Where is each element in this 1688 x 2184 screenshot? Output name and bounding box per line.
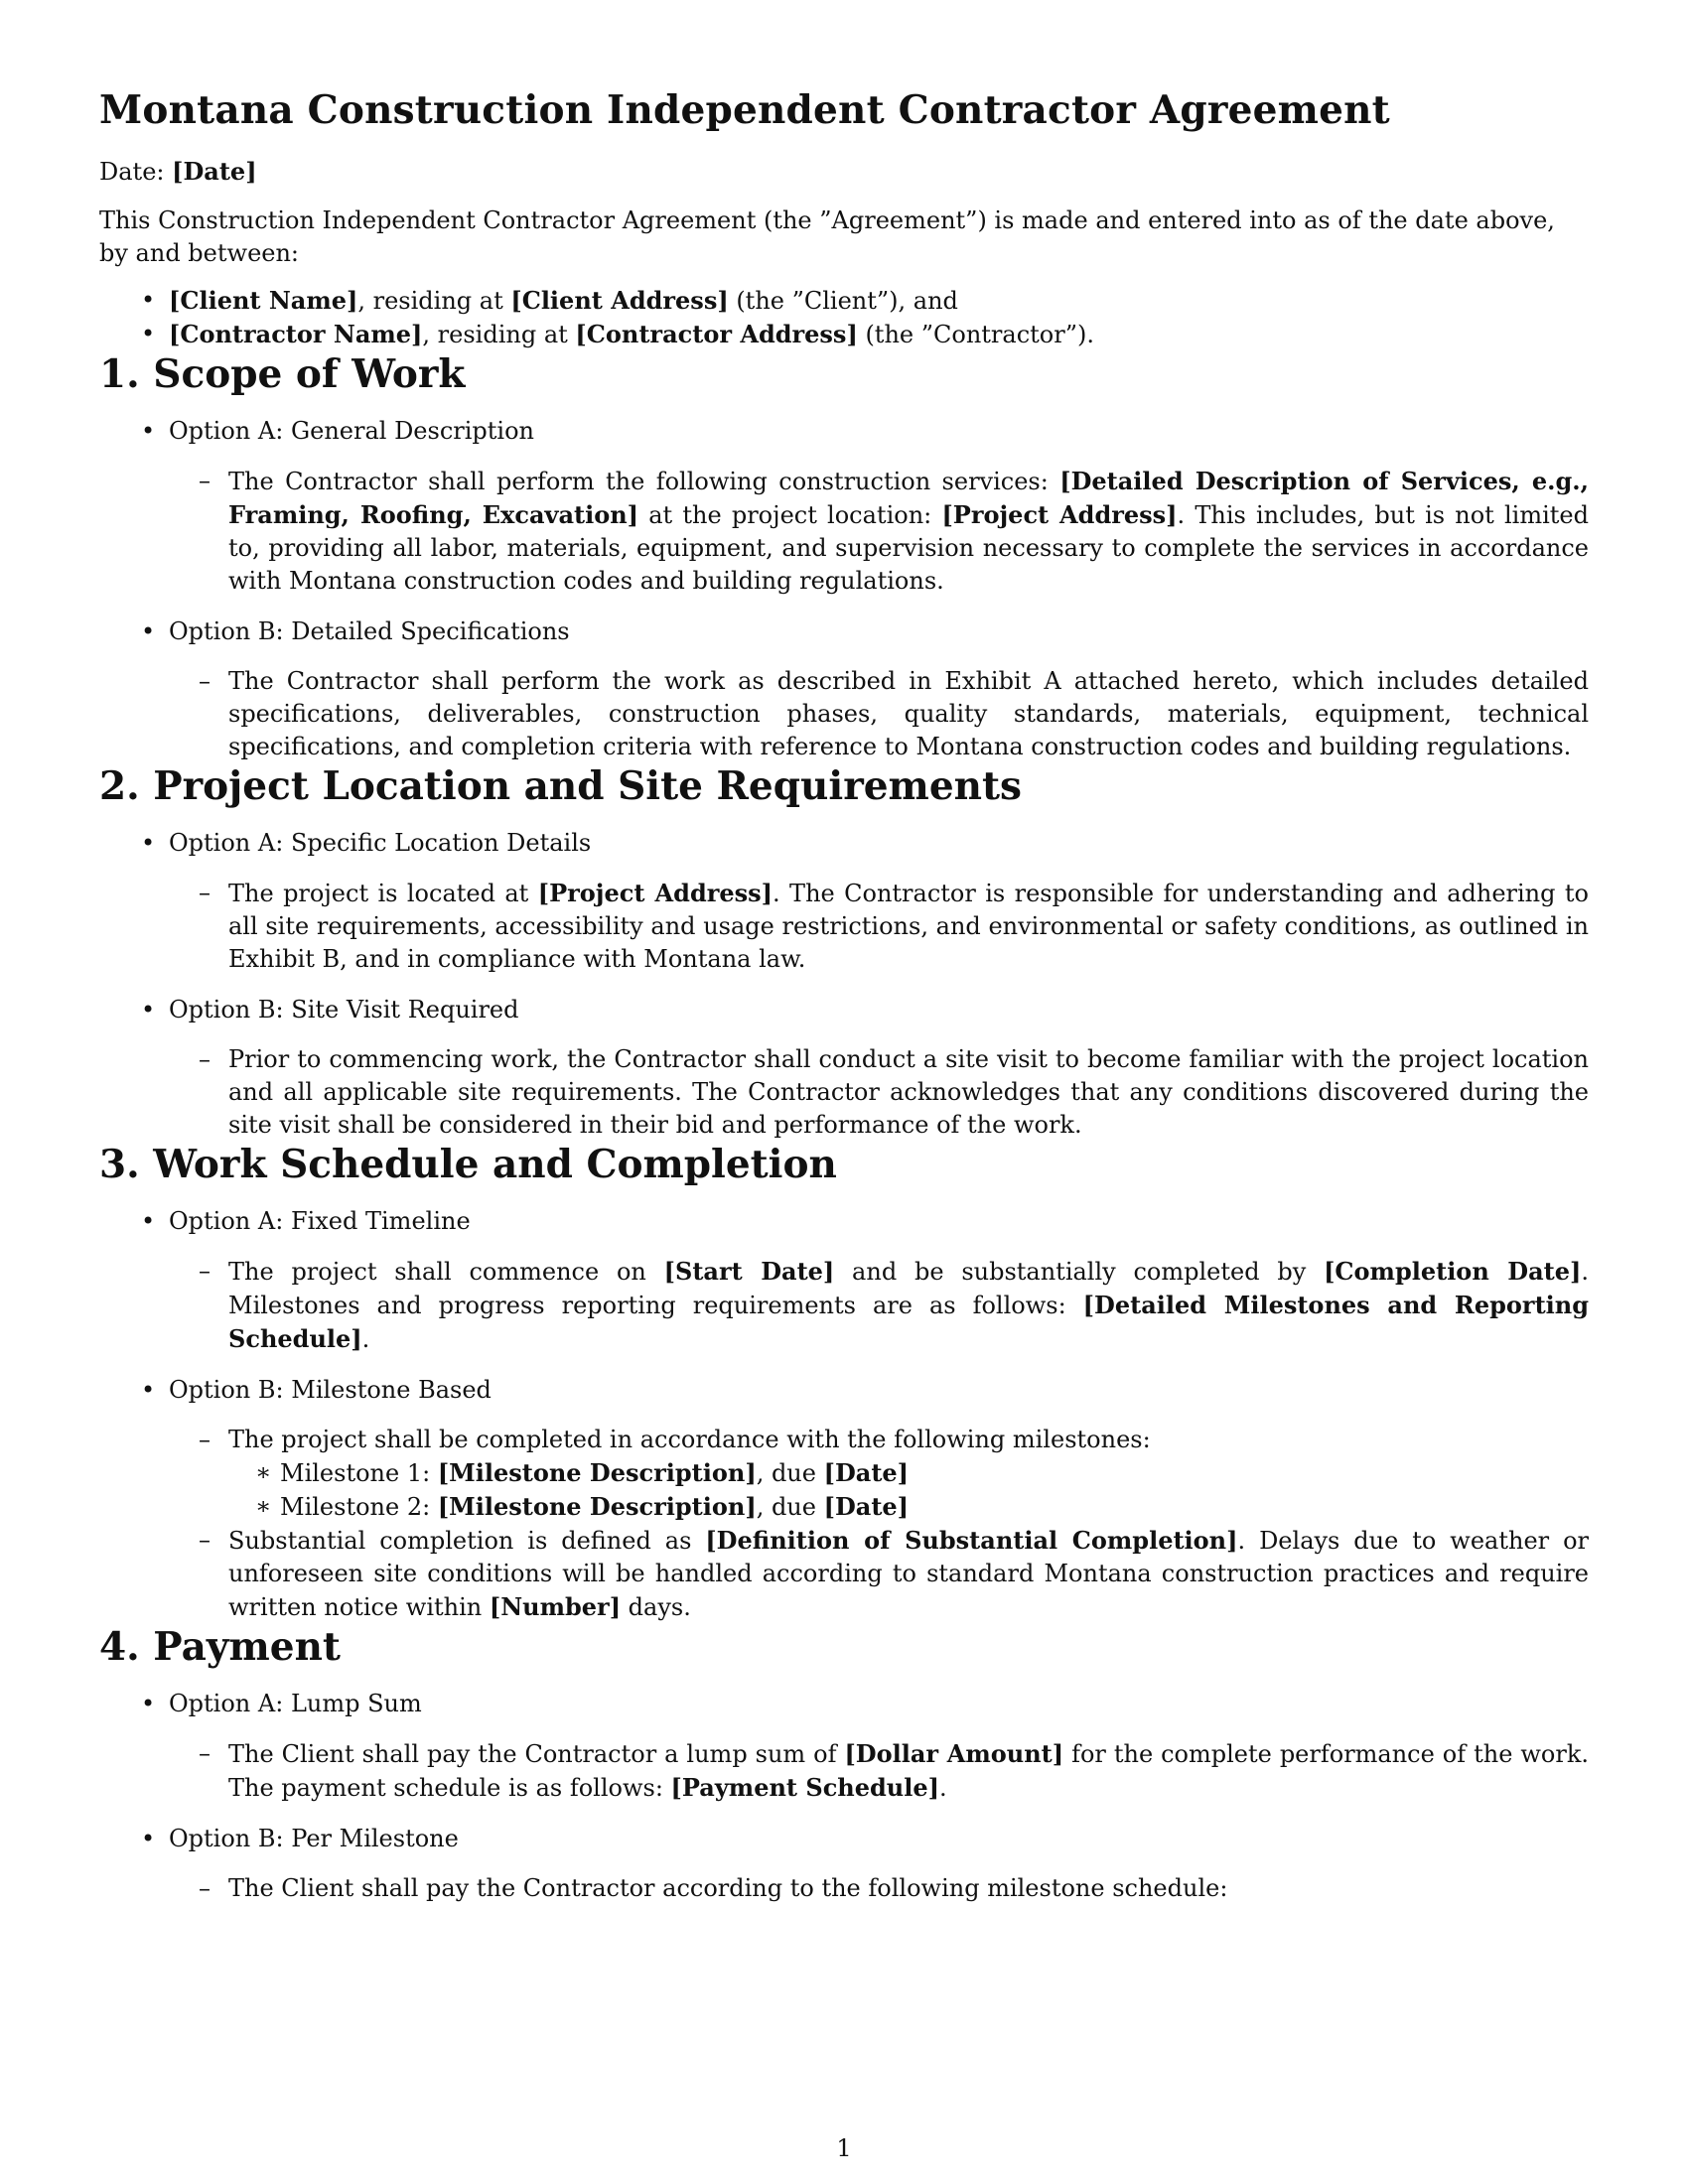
clause-text: , due	[756, 1459, 824, 1487]
party-text: (the ”Client”), and	[728, 287, 958, 315]
party-client	[99, 284, 1589, 318]
page-number: 1	[836, 2134, 852, 2162]
clause-text: for the complete performance of the work. The payment schedule is as follows:	[228, 1740, 1589, 1802]
section-heading-payment: 4. Payment	[99, 1624, 341, 1670]
option-b-text: – The Client shall pay the Contractor according to the following milestone schedule:	[99, 1872, 1589, 1905]
project-address-placeholder: [Project Address]	[537, 879, 774, 907]
parties-list	[99, 284, 1589, 351]
option-a-label: • Option A: General Description	[99, 415, 1589, 448]
date-placeholder: [Date]	[823, 1458, 910, 1487]
clause-text: The Contractor shall perform the following construction services:	[228, 468, 1060, 495]
option-b-text: – The Contractor shall perform the work as described in Exhibit A attached hereto, which includes detailed specifications, deliverables, construction phases, quality standards, materials, equipment, technical specifications, and completion criteria with reference to Montana construction codes and building regulations.	[99, 665, 1589, 763]
party-contractor	[99, 318, 1589, 351]
payment-schedule-placeholder: [Payment Schedule]	[670, 1773, 939, 1802]
dollar-amount-placeholder: [Dollar Amount]	[844, 1739, 1064, 1768]
option-a-text	[99, 1737, 1589, 1805]
option-a-label: • Option A: Fixed Timeline	[99, 1205, 1589, 1238]
clause-text: Substantial completion is defined as	[228, 1527, 706, 1555]
clause-text: at the project location:	[638, 501, 942, 529]
completion-date-placeholder: [Completion Date]	[1324, 1257, 1582, 1286]
section-heading-scope: 1. Scope of Work	[99, 351, 466, 397]
clause-text: .	[939, 1774, 947, 1802]
clause-text: The project shall commence on	[228, 1258, 664, 1286]
completion-definition-placeholder: [Definition of Substantial Completion]	[705, 1526, 1238, 1555]
clause-text: Milestone 1:	[280, 1459, 438, 1487]
document-page	[99, 87, 1589, 1905]
option-a-text	[99, 877, 1589, 976]
date-line	[99, 155, 1589, 189]
clause-text: The project is located at	[228, 880, 538, 907]
option-b-text: – The project shall be completed in accordance with the following milestones:	[99, 1424, 1589, 1456]
date-placeholder: [Date]	[823, 1492, 910, 1521]
client-address-placeholder: [Client Address]	[510, 286, 729, 315]
intro-paragraph: This Construction Independent Contractor Agreement (the ”Agreement”) is made and entered into as of the date above, by and between:	[99, 206, 1555, 267]
milestone-item	[99, 1456, 1589, 1490]
clause-text: days.	[621, 1593, 691, 1621]
clause-text: . Delays due to weather or unforeseen site conditions will be handled according to standard Montana construction practices and require written notice within	[228, 1527, 1589, 1621]
clause-text: . Milestones and progress reporting requirements are as follows:	[228, 1258, 1589, 1319]
number-placeholder: [Number]	[489, 1592, 622, 1621]
party-text: , residing at	[422, 321, 576, 348]
document-title: Montana Construction Independent Contractor Agreement	[99, 87, 1390, 133]
option-a-text	[99, 465, 1589, 598]
clause-text: . The Contractor is responsible for understanding and adhering to all site requirements, accessibility and usage restrictions, and environmental or safety conditions, as outlined in Exhibit B, and in compliance with Montana law.	[228, 880, 1589, 973]
clause-text: , due	[756, 1493, 824, 1521]
option-a-text	[99, 1255, 1589, 1356]
milestones-placeholder: [Detailed Milestones and Reporting Schedule]	[228, 1291, 1589, 1353]
clause-text: Milestone 2:	[280, 1493, 438, 1521]
option-b-label: • Option B: Detailed Specifications	[99, 615, 1589, 648]
completion-definition-text	[99, 1524, 1589, 1624]
option-b-label: • Option B: Site Visit Required	[99, 994, 1589, 1026]
start-date-placeholder: [Start Date]	[663, 1257, 835, 1286]
option-a-label: • Option A: Lump Sum	[99, 1688, 1589, 1720]
contractor-address-placeholder: [Contractor Address]	[575, 320, 858, 348]
clause-text: . This includes, but is not limited to, providing all labor, materials, equipment, and supervision necessary to complete the services in accordance with Montana construction codes and building regulations.	[228, 501, 1589, 595]
clause-text: .	[361, 1325, 370, 1353]
option-b-text: – Prior to commencing work, the Contractor shall conduct a site visit to become familiar with the project location and all applicable site requirements. The Contractor acknowledges that any conditions discovered during the site visit shall be considered in their bid and performance of the work.	[99, 1043, 1589, 1142]
client-name-placeholder: [Client Name]	[169, 286, 358, 315]
milestone-description-placeholder: [Milestone Description]	[437, 1492, 757, 1521]
date-placeholder: [Date]	[172, 157, 257, 186]
milestone-item	[99, 1490, 1589, 1524]
party-text: (the ”Contractor”).	[857, 321, 1094, 348]
milestone-description-placeholder: [Milestone Description]	[437, 1458, 757, 1487]
option-b-label: • Option B: Milestone Based	[99, 1374, 1589, 1407]
option-b-label: • Option B: Per Milestone	[99, 1823, 1589, 1855]
clause-text: and be substantially completed by	[834, 1258, 1325, 1286]
contractor-name-placeholder: [Contractor Name]	[169, 320, 423, 348]
project-address-placeholder: [Project Address]	[941, 500, 1178, 529]
option-a-label: • Option A: Specific Location Details	[99, 827, 1589, 860]
party-text: , residing at	[357, 287, 511, 315]
date-label: Date:	[99, 158, 165, 186]
services-placeholder: [Detailed Description of Services, e.g., Framing, Roofing, Excavation]	[228, 467, 1590, 529]
section-heading-schedule: 3. Work Schedule and Completion	[99, 1142, 837, 1187]
section-heading-location: 2. Project Location and Site Requirements	[99, 763, 1022, 809]
clause-text: The Client shall pay the Contractor a lump sum of	[228, 1740, 845, 1768]
